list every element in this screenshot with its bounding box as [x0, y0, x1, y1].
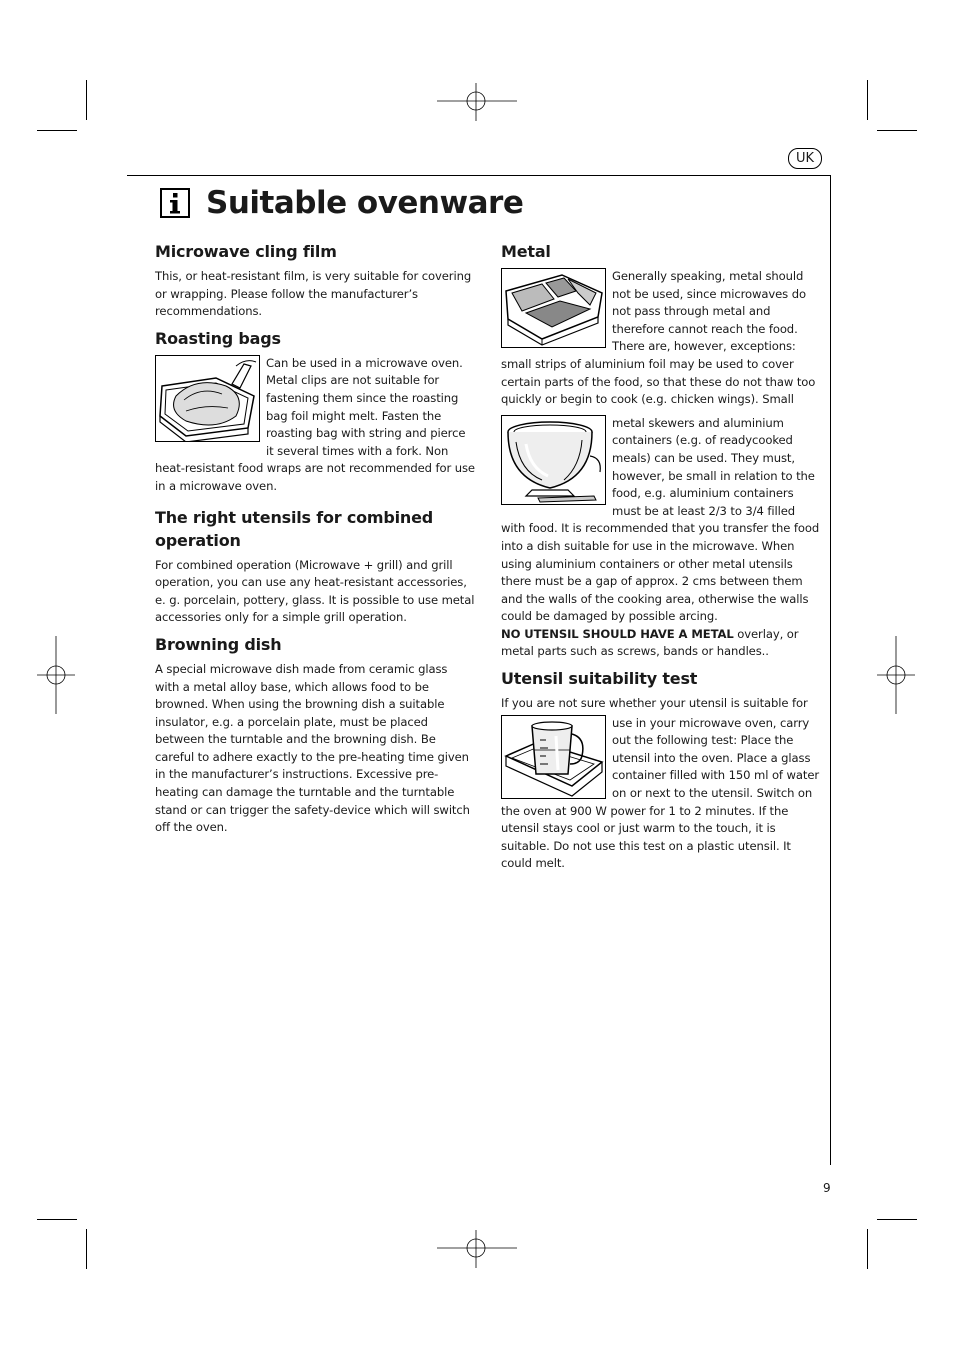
crop-mark [86, 1229, 87, 1269]
metal-warning-emphasis: NO UTENSIL SHOULD HAVE A METAL [501, 626, 734, 641]
language-badge: UK [788, 148, 822, 169]
crop-mark [867, 1229, 868, 1269]
roasting-bag-illustration [155, 355, 260, 442]
registration-mark-icon [437, 83, 517, 121]
page-title: Suitable ovenware [206, 185, 524, 221]
roasting-bags-text: Can be used in a microwave oven. Metal clips are not suitable for fastening them since the roasting bag foil might melt. Fasten the roasting bag with string and pierce it several times with a fork. Non heat-resistant food wraps are not recommended for use in a microwave oven. [155, 355, 475, 493]
section-title-cling-film: Microwave cling film [155, 242, 337, 261]
aluminium-tray-illustration [501, 268, 606, 348]
page-header [160, 185, 523, 221]
browning-dish-text: A special microwave dish made from ceramic glass with a metal alloy base, which allows food to be browned. When using the browning dish a suitable insulator, e.g. a porcelain plate, must be placed between the turntable and the browning dish. Be careful to adhere exactly to the pre-heating time given in the manufacturer’s instructions. Excessive pre-heating can damage the turntable and the turntable stand or can trigger the safety-device which will switch off the oven. [155, 661, 470, 835]
crop-mark [86, 80, 87, 120]
side-rule [830, 175, 831, 1165]
section-title-browning-dish: Browning dish [155, 634, 282, 654]
test-text: use in your microwave oven, carry out the following test: Place the utensil into the oven. Place a glass container filled with 150 ml of water on or next to the utensil. Switch on the oven at 900 W power for 1 to 2 minutes. If the utensil stays cool or just warm to the touch, it is suitable. Do not use this test on a plastic utensil. It could melt. [501, 715, 820, 871]
crop-mark [877, 130, 917, 131]
crop-mark [37, 130, 77, 131]
metal-text-1: Generally speaking, metal should not be used, since microwaves do not pass through metal and therefore cannot reach the food. There are, however, exceptions: small strips of aluminium foil may be used to cover certain parts of the food, so that these do not thaw too quickly or begin to cook (e.g. chicken wings). Small [501, 269, 816, 407]
registration-mark-icon [437, 1230, 517, 1268]
crop-mark [37, 1219, 77, 1220]
section-title-roasting-bags: Roasting bags [155, 328, 281, 348]
registration-mark-icon [877, 636, 915, 714]
info-icon [160, 188, 190, 218]
glass-bowl-illustration [501, 415, 606, 505]
metal-warning-rest: overlay, or metal parts such as screws, bands or handles.. [501, 626, 799, 659]
header-rule [127, 175, 831, 176]
suitability-test-illustration [501, 715, 606, 799]
section-title-metal: Metal [501, 242, 551, 261]
test-intro-text: If you are not sure whether your utensil is suitable for [501, 696, 808, 711]
page-number: 9 [823, 1181, 831, 1195]
metal-warning [501, 626, 821, 661]
left-column [155, 240, 475, 843]
metal-text-2: metal skewers and aluminium containers (e.g. of readycooked meals) can be used. They must, however, be small in relation to the food, e.g. aluminium containers must be at least 2/3 to 3/4 filled with food. It is recommended that you transfer the food into a dish suitable for use in the microwave. When using aluminium containers or other metal utensils there must be a gap of approx. 2 cms between them and the walls of the cooking area, otherwise the walls could be damaged by possible arcing. [501, 415, 820, 624]
crop-mark [867, 80, 868, 120]
registration-mark-icon [37, 636, 75, 714]
combined-text: For combined operation (Microwave + grill) and grill operation, you can use any heat-resistant accessories, e. g. porcelain, pottery, glass. It is possible to use metal accessories only for a simple grill operation. [155, 557, 475, 625]
right-column [501, 240, 821, 879]
section-title-suitability-test: Utensil suitability test [501, 669, 698, 689]
crop-mark [877, 1219, 917, 1220]
cling-film-text: This, or heat-resistant film, is very suitable for covering or wrapping. Please follow the manufacturer’s recommendations. [155, 269, 472, 319]
section-title-combined: The right utensils for combined operation [155, 507, 434, 550]
